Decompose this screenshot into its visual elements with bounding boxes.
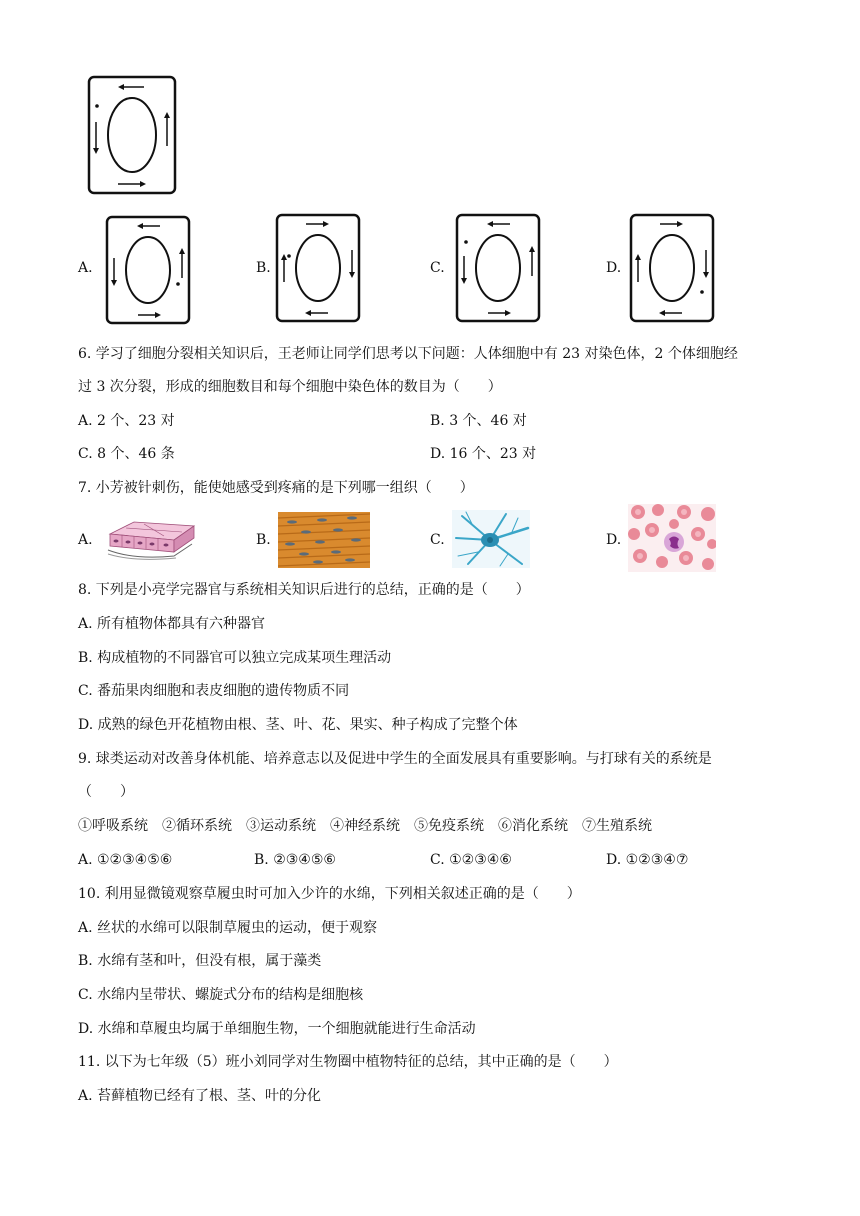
q10-option-c[interactable]: C. 水绵内呈带状、螺旋式分布的结构是细胞核 <box>78 987 364 1003</box>
q10-option-a[interactable]: A. 丝状的水绵可以限制草履虫的运动，便于观察 <box>78 920 378 936</box>
q8-option-a[interactable]: A. 所有植物体都具有六种器官 <box>78 616 266 632</box>
q5-option-b-diagram[interactable] <box>274 212 362 324</box>
q7-option-d-label[interactable]: D. <box>606 532 622 548</box>
q9-systems-list: ①呼吸系统 ②循环系统 ③运动系统 ④神经系统 ⑤免疫系统 ⑥消化系统 ⑦生殖系统 <box>78 818 652 834</box>
q5-option-d-diagram[interactable] <box>628 212 716 324</box>
q7-option-b-label[interactable]: B. <box>256 532 271 548</box>
q5-option-c-diagram[interactable] <box>454 212 542 324</box>
q5-option-a-diagram[interactable] <box>104 214 192 326</box>
q5-option-b-label[interactable]: B. <box>256 260 271 276</box>
q8-stem: 8. 下列是小亮学完器官与系统相关知识后进行的总结，正确的是（ ） <box>78 582 530 598</box>
q5-option-a-label[interactable]: A. <box>78 260 93 276</box>
q8-option-c[interactable]: C. 番茄果肉细胞和表皮细胞的遗传物质不同 <box>78 683 350 699</box>
nerve-tissue-image[interactable] <box>452 510 530 568</box>
q6-option-a[interactable]: A. 2 个、23 对 <box>78 413 175 429</box>
q6-option-d[interactable]: D. 16 个、23 对 <box>430 446 537 462</box>
q9-option-a[interactable]: A. ①②③④⑤⑥ <box>78 852 173 868</box>
q9-option-c[interactable]: C. ①②③④⑥ <box>430 852 512 868</box>
q9-stem-line-2: （ ） <box>78 784 134 800</box>
q8-option-d[interactable]: D. 成熟的绿色开花植物由根、茎、叶、花、果实、种子构成了完整个体 <box>78 717 518 733</box>
epithelial-tissue-image[interactable] <box>104 516 196 560</box>
cell-diagram-main <box>86 74 178 196</box>
q9-stem-line-1: 9. 球类运动对改善身体机能、培养意志以及促进中学生的全面发展具有重要影响。与打球有关的系统是 <box>78 751 712 767</box>
q7-option-c-label[interactable]: C. <box>430 532 445 548</box>
q8-option-b[interactable]: B. 构成植物的不同器官可以独立完成某项生理活动 <box>78 650 392 666</box>
q9-option-d[interactable]: D. ①②③④⑦ <box>606 852 689 868</box>
blood-tissue-image[interactable] <box>628 504 716 572</box>
muscle-tissue-image[interactable] <box>278 512 370 568</box>
q9-option-b[interactable]: B. ②③④⑤⑥ <box>254 852 336 868</box>
q5-option-d-label[interactable]: D. <box>606 260 622 276</box>
q11-stem: 11. 以下为七年级（5）班小刘同学对生物圈中植物特征的总结，其中正确的是（ ） <box>78 1054 618 1070</box>
q7-stem: 7. 小芳被针刺伤，能使她感受到疼痛的是下列哪一组织（ ） <box>78 480 474 496</box>
q6-option-b[interactable]: B. 3 个、46 对 <box>430 413 527 429</box>
q6-stem-line-2: 过 3 次分裂，形成的细胞数目和每个细胞中染色体的数目为（ ） <box>78 379 502 395</box>
q11-option-a[interactable]: A. 苔藓植物已经有了根、茎、叶的分化 <box>78 1088 322 1104</box>
q10-option-b[interactable]: B. 水绵有茎和叶，但没有根，属于藻类 <box>78 953 322 969</box>
q10-stem: 10. 利用显微镜观察草履虫时可加入少许的水绵，下列相关叙述正确的是（ ） <box>78 886 581 902</box>
q10-option-d[interactable]: D. 水绵和草履虫均属于单细胞生物，一个细胞就能进行生命活动 <box>78 1021 476 1037</box>
q6-option-c[interactable]: C. 8 个、46 条 <box>78 446 175 462</box>
q7-option-a-label[interactable]: A. <box>78 532 93 548</box>
q5-option-c-label[interactable]: C. <box>430 260 445 276</box>
q6-stem-line-1: 6. 学习了细胞分裂相关知识后，王老师让同学们思考以下问题：人体细胞中有 23 对染色体，2 个体细胞经 <box>78 346 738 362</box>
